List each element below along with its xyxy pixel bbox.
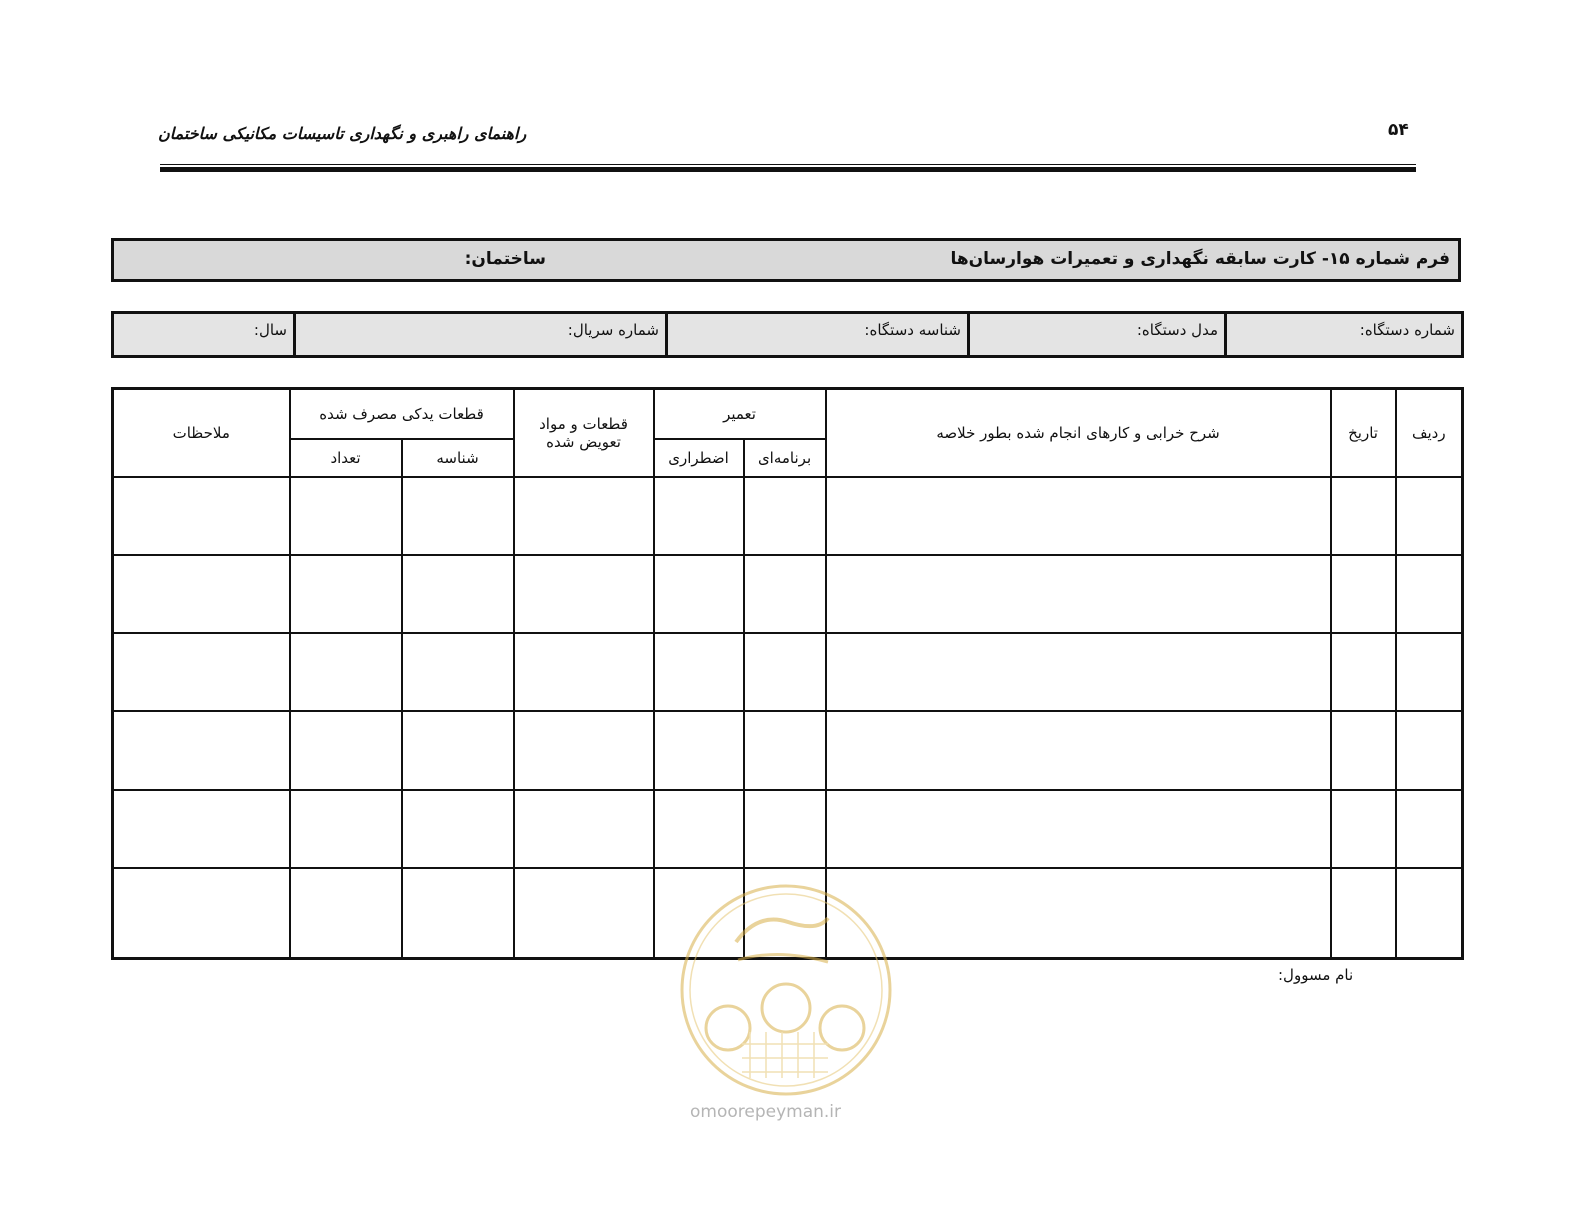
header-replaced-parts <box>514 389 654 478</box>
cell-replaced-parts[interactable] <box>514 868 654 959</box>
cell-notes[interactable] <box>113 633 290 711</box>
device-id-field[interactable]: شناسه دستگاه: <box>667 313 969 357</box>
header-repair-emergency: اضطراری <box>654 439 744 477</box>
cell-repair-planned[interactable] <box>744 790 826 868</box>
cell-replaced-parts[interactable] <box>514 555 654 633</box>
form-title-bar <box>111 238 1461 282</box>
running-header-title: راهنمای راهبری و نگهداری تاسیسات مکانیکی ساختمان <box>158 124 527 143</box>
cell-spare-count[interactable] <box>290 555 402 633</box>
cell-replaced-parts[interactable] <box>514 711 654 789</box>
cell-notes[interactable] <box>113 868 290 959</box>
cell-repair-emergency[interactable] <box>654 555 744 633</box>
header-replaced-parts-line2: تعویض شده <box>546 433 621 451</box>
cell-description[interactable] <box>826 633 1331 711</box>
watermark-url: omoorepeyman.ir <box>690 1102 842 1122</box>
serial-number-field[interactable]: شماره سریال: <box>295 313 667 357</box>
cell-spare-count[interactable] <box>290 868 402 959</box>
cell-notes[interactable] <box>113 477 290 555</box>
cell-date[interactable] <box>1331 633 1396 711</box>
cell-spare-count[interactable] <box>290 477 402 555</box>
cell-repair-planned[interactable] <box>744 477 826 555</box>
cell-date[interactable] <box>1331 790 1396 868</box>
maintenance-log-table <box>111 387 1464 960</box>
cell-description[interactable] <box>826 477 1331 555</box>
header-rule-thick <box>160 167 1416 172</box>
cell-date[interactable] <box>1331 868 1396 959</box>
cell-row-number[interactable] <box>1396 555 1463 633</box>
cell-date[interactable] <box>1331 555 1396 633</box>
cell-row-number[interactable] <box>1396 633 1463 711</box>
header-row-number: ردیف <box>1396 389 1463 478</box>
cell-notes[interactable] <box>113 555 290 633</box>
header-repair: تعمیر <box>654 389 826 440</box>
device-number-field[interactable]: شماره دستگاه: <box>1226 313 1463 357</box>
cell-replaced-parts[interactable] <box>514 633 654 711</box>
cell-spare-id[interactable] <box>402 555 514 633</box>
header-notes: ملاحظات <box>113 389 290 478</box>
table-row <box>113 790 1463 868</box>
cell-spare-id[interactable] <box>402 868 514 959</box>
cell-repair-emergency[interactable] <box>654 477 744 555</box>
table-row <box>113 555 1463 633</box>
header-repair-planned: برنامه‌ای <box>744 439 826 477</box>
table-row <box>113 633 1463 711</box>
cell-spare-id[interactable] <box>402 633 514 711</box>
cell-row-number[interactable] <box>1396 711 1463 789</box>
device-info-table <box>111 311 1464 358</box>
cell-spare-count[interactable] <box>290 790 402 868</box>
cell-spare-id[interactable] <box>402 477 514 555</box>
cell-spare-id[interactable] <box>402 790 514 868</box>
table-row <box>113 477 1463 555</box>
cell-row-number[interactable] <box>1396 477 1463 555</box>
cell-repair-planned[interactable] <box>744 633 826 711</box>
cell-repair-emergency[interactable] <box>654 711 744 789</box>
cell-row-number[interactable] <box>1396 868 1463 959</box>
page-number: ۵۴ <box>1388 120 1409 140</box>
cell-repair-emergency[interactable] <box>654 790 744 868</box>
cell-description[interactable] <box>826 868 1331 959</box>
cell-repair-planned[interactable] <box>744 711 826 789</box>
cell-repair-planned[interactable] <box>744 555 826 633</box>
cell-notes[interactable] <box>113 711 290 789</box>
cell-notes[interactable] <box>113 790 290 868</box>
watermark-logo <box>678 882 894 1098</box>
cell-repair-emergency[interactable] <box>654 633 744 711</box>
header-date: تاریخ <box>1331 389 1396 478</box>
cell-replaced-parts[interactable] <box>514 790 654 868</box>
cell-row-number[interactable] <box>1396 790 1463 868</box>
cell-date[interactable] <box>1331 477 1396 555</box>
cell-replaced-parts[interactable] <box>514 477 654 555</box>
header-spare-id: شناسه <box>402 439 514 477</box>
cell-description[interactable] <box>826 790 1331 868</box>
form-title: فرم شماره ۱۵- کارت سابقه نگهداری و تعمیرات هوارسان‌ها <box>950 249 1450 269</box>
header-replaced-parts-line1: قطعات و مواد <box>539 415 628 433</box>
device-model-field[interactable]: مدل دستگاه: <box>969 313 1226 357</box>
year-field[interactable]: سال: <box>113 313 295 357</box>
cell-spare-count[interactable] <box>290 711 402 789</box>
cell-description[interactable] <box>826 555 1331 633</box>
responsible-name-label: نام مسوول: <box>1278 966 1354 984</box>
header-spare-count: تعداد <box>290 439 402 477</box>
cell-description[interactable] <box>826 711 1331 789</box>
header-description: شرح خرابی و کارهای انجام شده بطور خلاصه <box>826 389 1331 478</box>
table-row <box>113 711 1463 789</box>
cell-spare-id[interactable] <box>402 711 514 789</box>
cell-date[interactable] <box>1331 711 1396 789</box>
header-rule-thin <box>160 164 1416 165</box>
building-field-label: ساختمان: <box>464 249 546 269</box>
header-spare-parts: قطعات یدکی مصرف شده <box>290 389 514 440</box>
cell-spare-count[interactable] <box>290 633 402 711</box>
